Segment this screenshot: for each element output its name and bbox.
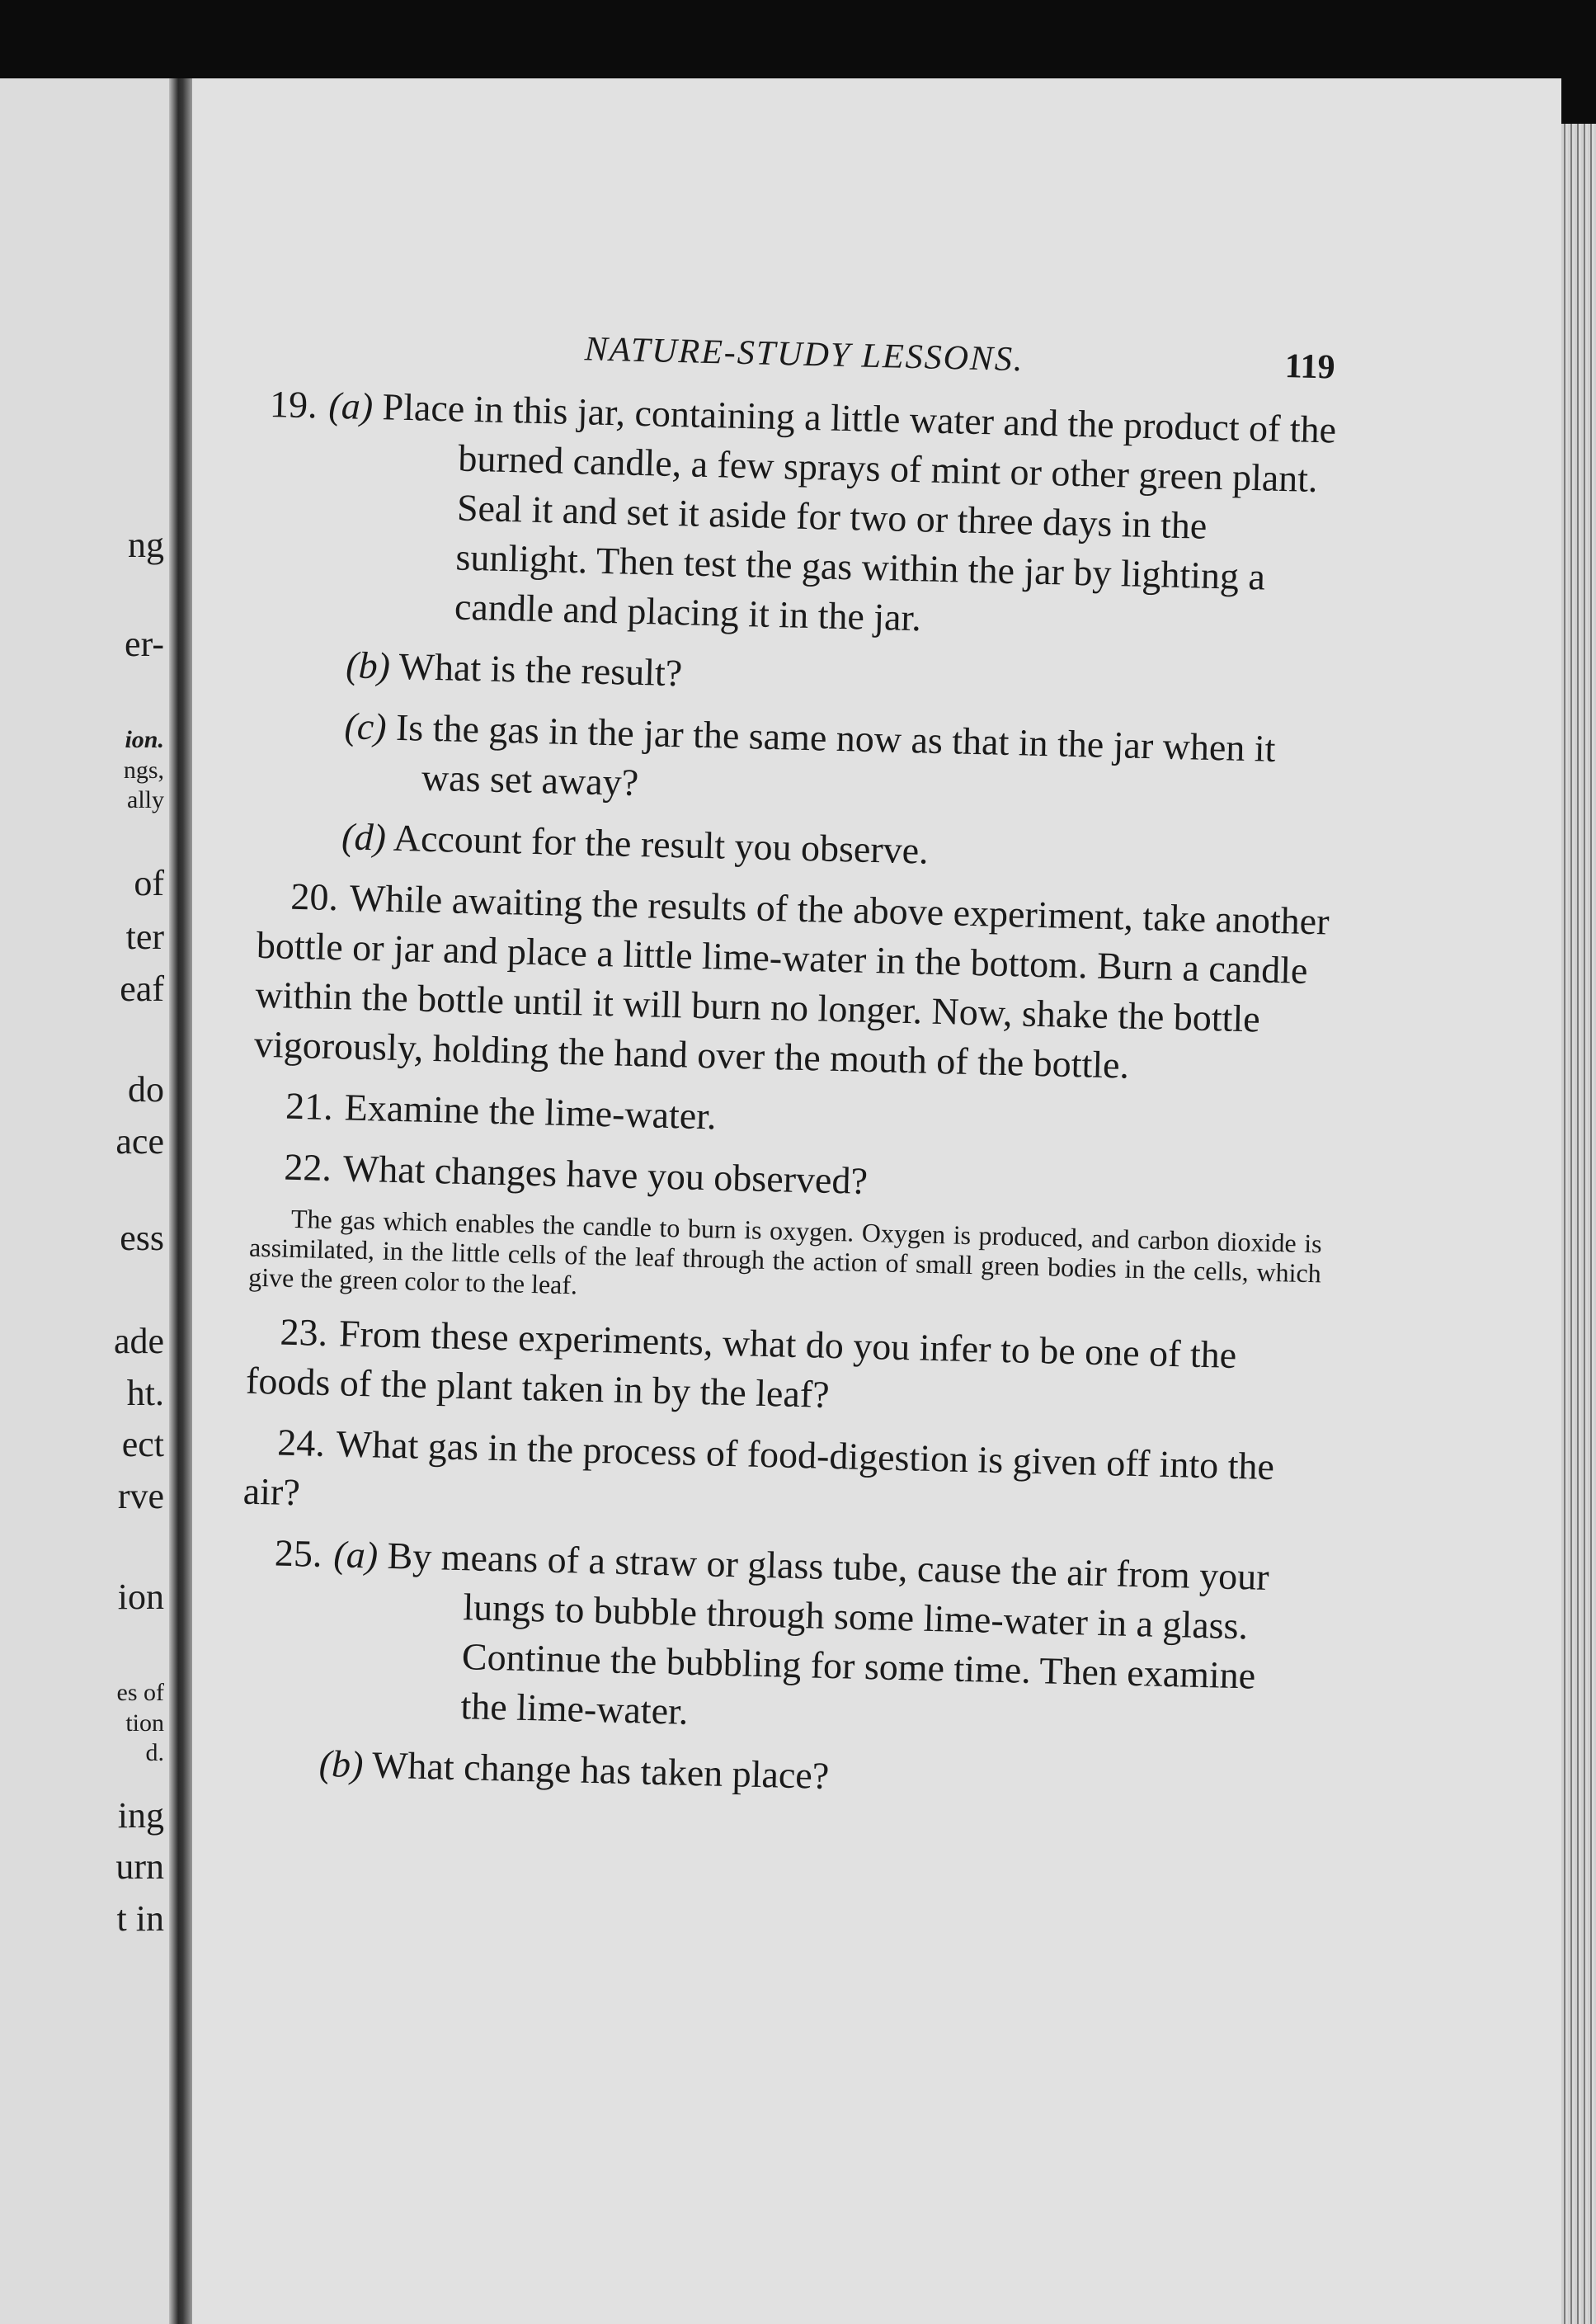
question-number: 22.	[283, 1145, 332, 1190]
question-24	[242, 1417, 1317, 1543]
page-number: 119	[1284, 347, 1336, 387]
question-25a	[238, 1528, 1314, 1752]
question-19c	[260, 700, 1335, 825]
left-fragment: d.	[145, 1739, 164, 1766]
question-text: From these experiments, what do you infer to be one of the foods of the plant taken in by the leaf?	[245, 1312, 1237, 1416]
question-number: 24.	[276, 1421, 326, 1464]
left-fragment: ade	[113, 1321, 164, 1361]
sub-label: (a)	[332, 1533, 379, 1577]
left-page	[0, 78, 169, 2324]
question-20	[253, 871, 1330, 1096]
page-content	[236, 305, 1344, 1824]
question-23	[245, 1307, 1320, 1432]
question-text: Is the gas in the jar the same now as that in the jar when it was set away?	[395, 705, 1277, 804]
left-fragment: ally	[127, 786, 164, 813]
left-fragment: ace	[115, 1121, 164, 1162]
question-number: 25.	[274, 1531, 323, 1575]
question-text: What gas in the process of food-digestion is given off into the air?	[242, 1422, 1275, 1514]
question-text: Account for the result you observe.	[393, 816, 930, 872]
question-25b	[236, 1737, 1309, 1813]
running-head: NATURE-STUDY LESSONS.	[584, 330, 1025, 379]
question-text: What change has taken place?	[371, 1743, 830, 1798]
left-fragment: ing	[117, 1795, 164, 1836]
question-text: By means of a straw or glass tube, cause the air from your lungs to bubble through some lime-water in a glass. Continue the bubbling for some time. Then examine the lime-water.	[387, 1534, 1270, 1732]
left-fragment: ion.	[125, 726, 164, 753]
left-fragment: ng	[128, 525, 164, 565]
question-number: 19.	[269, 382, 318, 427]
left-fragment: ect	[121, 1424, 164, 1464]
sub-label: (a)	[327, 384, 374, 428]
question-text: What changes have you observed?	[342, 1147, 869, 1202]
explanatory-note: The gas which enables the candle to burn is oxygen. Oxygen is produced, and carbon dioxide is assimilated, in the little cells of the leaf through the action of small green bodies in the cells, which give the green color to the leaf.	[247, 1203, 1323, 1300]
page-edge	[1561, 124, 1596, 2324]
left-fragment: er-	[125, 624, 164, 664]
question-text: What is the result?	[398, 644, 683, 695]
left-fragment: rve	[117, 1476, 164, 1516]
left-fragment: of	[134, 863, 164, 903]
left-fragment: eaf	[120, 969, 164, 1009]
sub-label: (d)	[341, 815, 387, 859]
left-fragment: do	[128, 1069, 164, 1110]
question-number: 23.	[279, 1310, 328, 1355]
question-text: While awaiting the results of the above experiment, take another bottle or jar and place a little lime-water in the bottom. Burn a candle within the bottle until it will burn no longer. Now, shake the bottle vigorously, holding the hand over the mouth of the bottle.	[253, 876, 1330, 1087]
left-fragment: ess	[120, 1218, 164, 1258]
left-fragment: ht.	[126, 1373, 164, 1413]
left-fragment: ion	[117, 1577, 164, 1617]
left-fragment: ngs,	[123, 757, 164, 784]
sub-label: (b)	[318, 1742, 365, 1786]
question-number: 21.	[285, 1084, 334, 1129]
sub-label: (c)	[343, 705, 388, 748]
question-text: Place in this jar, containing a little water and the product of the burned candle, a few sprays of mint or other green plant. Seal it and set it aside for two or three days in the sunlight. Then test the gas within the jar by lighting a candle and placing it in the jar.	[382, 385, 1337, 639]
question-text: Examine the lime-water.	[344, 1086, 718, 1138]
sub-label: (b)	[345, 643, 391, 687]
left-fragment: t in	[116, 1898, 164, 1939]
left-fragment: ter	[125, 917, 164, 957]
question-19a	[264, 379, 1342, 653]
left-fragment: tion	[125, 1709, 164, 1737]
left-fragment: urn	[115, 1846, 164, 1887]
left-fragment: es of	[116, 1679, 164, 1706]
book-gutter	[169, 78, 192, 2324]
question-number: 20.	[290, 874, 339, 919]
